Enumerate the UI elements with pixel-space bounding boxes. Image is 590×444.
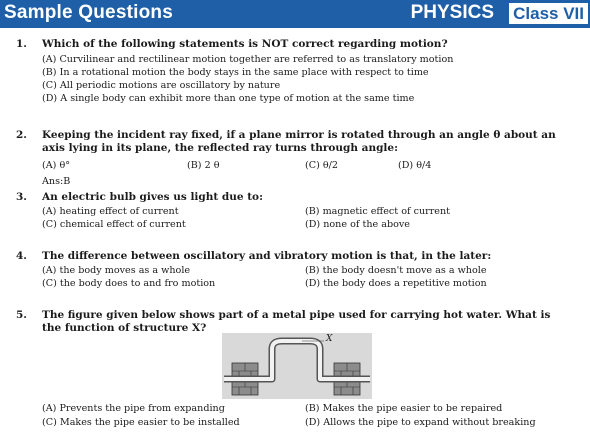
option-c: (C) All periodic motions are oscillatory by nature [42, 80, 281, 91]
question-text: The difference between oscillatory and vibratory motion is that, in the later: [42, 250, 492, 262]
option-a: (A) heating effect of current [42, 206, 179, 217]
option-b: (B) the body doesn't move as a whole [305, 265, 487, 276]
question-text: Which of the following statements is NOT correct regarding motion? [42, 38, 448, 50]
option-d: (D) none of the above [305, 219, 410, 230]
option-a: (A) θ° [42, 160, 71, 171]
option-a: (A) the body moves as a whole [42, 265, 191, 276]
question-text: Keeping the incident ray fixed, if a plane mirror is rotated through an angle θ about an axis lying in its plane, the reflected ray turns through angle: [42, 129, 556, 154]
page-title: Sample Questions [4, 2, 173, 23]
option-d: (D) A single body can exhibit more than one type of motion at the same time [42, 93, 415, 104]
option-b: (B) In a rotational motion the body stays in the same place with respect to time [42, 67, 429, 78]
pipe-diagram [222, 333, 372, 399]
question-number: 1. [16, 38, 27, 50]
option-a: (A) Curvilinear and rectilinear motion together are referred to as translatory motion [42, 54, 454, 65]
option-d: (D) Allows the pipe to expand without breaking [305, 417, 536, 428]
question-text: An electric bulb gives us light due to: [42, 191, 263, 203]
question-number: 5. [16, 309, 27, 321]
answer-label: Ans:B [42, 176, 71, 187]
option-d: (D) the body does a repetitive motion [305, 278, 487, 289]
structure-x-label: X [326, 334, 333, 344]
option-d: (D) θ/4 [398, 160, 432, 171]
pipe-figure [222, 333, 372, 399]
option-c: (C) the body does to and fro motion [42, 278, 216, 289]
option-b: (B) Makes the pipe easier to be repaired [305, 403, 503, 414]
question-number: 2. [16, 129, 27, 141]
subject-label: PHYSICS [410, 2, 494, 23]
question-text: The figure given below shows part of a metal pipe used for carrying hot water. What is the function of structure X? [42, 309, 551, 334]
question-number: 3. [16, 191, 27, 203]
class-badge: Class VII [509, 3, 588, 24]
option-c: (C) chemical effect of current [42, 219, 186, 230]
option-b: (B) magnetic effect of current [305, 206, 451, 217]
question-number: 4. [16, 250, 27, 262]
header-bar [0, 0, 590, 28]
option-c: (C) θ/2 [305, 160, 338, 171]
option-c: (C) Makes the pipe easier to be installed [42, 417, 240, 428]
option-a: (A) Prevents the pipe from expanding [42, 403, 225, 414]
option-b: (B) 2 θ [187, 160, 220, 171]
